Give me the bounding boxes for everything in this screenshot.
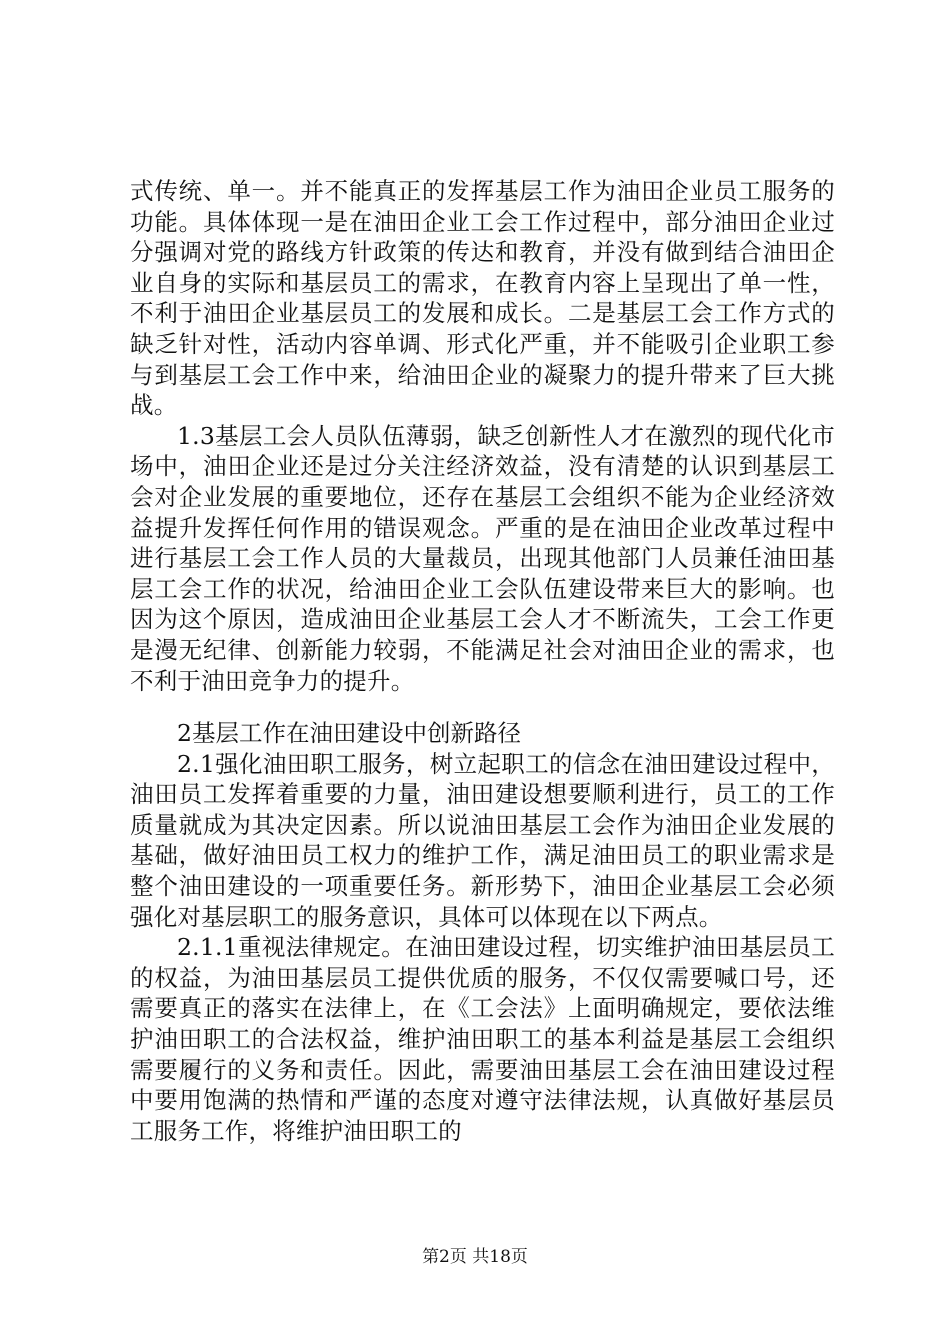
paragraph-section-2-1: 2.1强化油田职工服务，树立起职工的信念在油田建设过程中，油田员工发挥着重要的力量，油田建设想要顺利进行，员工的工作质量就成为其决定因素。所以说油田基层工会作为油田企业发展的基础，做好油田员工权力的维护工作，满足油田员工的职业需求是整个油田建设的一项重要任务。新形势下，油田企业基层工会必须强化对基层职工的服务意识，具体可以体现在以下两点。	[130, 749, 835, 931]
paragraph-section-2-1-1: 2.1.1重视法律规定。在油田建设过程，切实维护油田基层员工的权益，为油田基层员工提供优质的服务，不仅仅需要喊口号，还需要真正的落实在法律上，在《工会法》上面明确规定，要依法维护油田职工的合法权益，维护油田职工的基本利益是基层工会组织需要履行的义务和责任。因此，需要油田基层工会在油田建设过程中要用饱满的热情和严谨的态度对遵守法律法规，认真做好基层员工服务工作，将维护油田职工的	[130, 933, 835, 1145]
section-heading-2: 2基层工作在油田建设中创新路径	[177, 719, 521, 748]
document-body	[130, 176, 835, 1146]
paragraph-continuation: 式传统、单一。并不能真正的发挥基层工作为油田企业员工服务的功能。具体体现一是在油田企业工会工作过程中，部分油田企业过分强调对党的路线方针政策的传达和教育，并没有做到结合油田企业自身的实际和基层员工的需求，在教育内容上呈现出了单一性，不利于油田企业基层员工的发展和成长。二是基层工会工作方式的缺乏针对性，活动内容单调、形式化严重，并不能吸引企业职工参与到基层工会工作中来，给油田企业的凝聚力的提升带来了巨大挑战。	[130, 177, 835, 420]
paragraph-section-1-3: 1.3基层工会人员队伍薄弱，缺乏创新性人才在激烈的现代化市场中，油田企业还是过分关注经济效益，没有清楚的认识到基层工会对企业发展的重要地位，还存在基层工会组织不能为企业经济效益提升发挥任何作用的错误观念。严重的是在油田企业改革过程中进行基层工会工作人员的大量裁员，出现其他部门人员兼任油田基层工会工作的状况，给油田企业工会队伍建设带来巨大的影响。也因为这个原因，造成油田企业基层工会人才不断流失，工会工作更是漫无纪律、创新能力较弱，不能满足社会对油田企业的需求，也不利于油田竞争力的提升。	[130, 421, 835, 695]
page-number-footer: 第2页 共18页	[422, 1247, 528, 1267]
